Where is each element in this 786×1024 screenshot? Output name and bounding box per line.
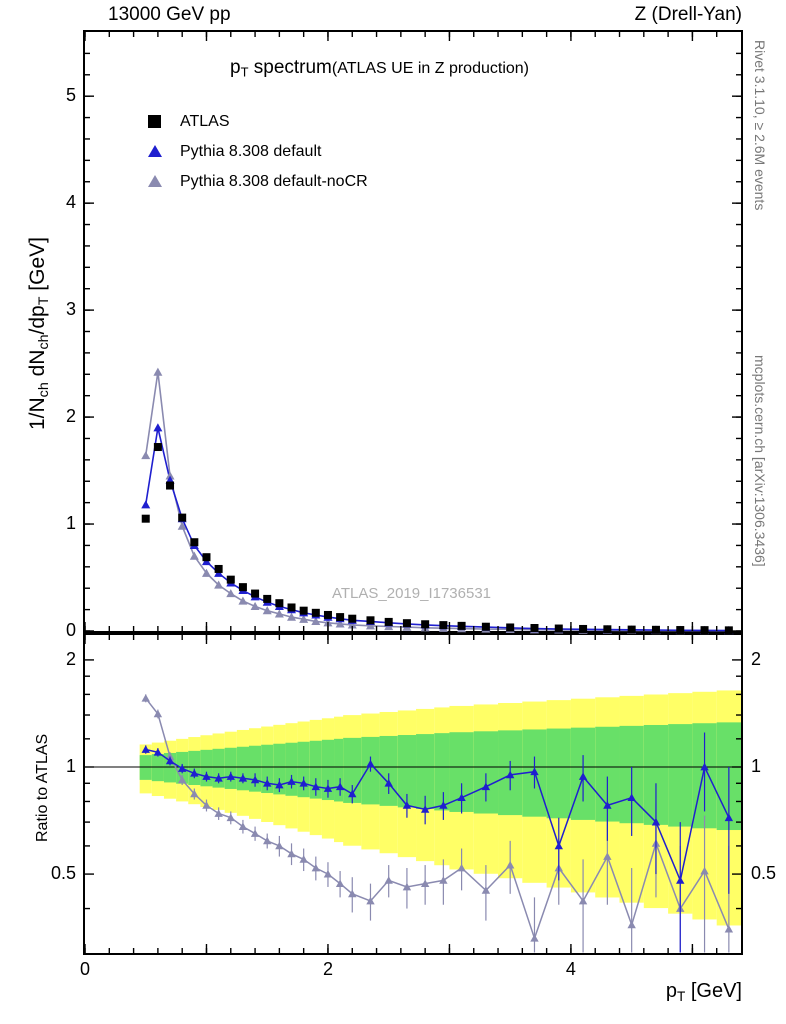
legend-label-0: ATLAS <box>180 113 230 130</box>
y-tick-label: 4 <box>65 192 76 213</box>
y-tick-label: 3 <box>65 299 76 320</box>
ratio-y-tick-label-left: 1 <box>65 755 76 776</box>
ratio-y-axis-title: Ratio to ATLAS <box>34 733 51 842</box>
x-axis-title: $p_T$ [GeV] <box>665 980 742 1004</box>
y-tick-label: 1 <box>65 513 76 534</box>
y-tick-label: 0 <box>65 620 76 640</box>
ratio-y-tick-label-left: 2 <box>65 648 76 669</box>
rivet-version-label: Rivet 3.1.10, ≥ 2.6M events <box>752 40 768 211</box>
y-tick-label: 5 <box>65 85 76 106</box>
legend-marker-0 <box>148 115 161 128</box>
legend-label-2: Pythia 8.308 default-noCR <box>180 173 368 190</box>
ratio-y-tick-label-right: 2 <box>751 648 762 669</box>
x-tick-label: 4 <box>565 959 576 979</box>
legend-marker-2 <box>148 175 162 187</box>
legend-label-1: Pythia 8.308 default <box>180 143 322 160</box>
header-beam-label: 13000 GeV pp <box>108 4 231 25</box>
header-process-label: Z (Drell-Yan) <box>634 4 742 25</box>
y-tick-label: 2 <box>65 406 76 427</box>
mcplots-credit-label: mcplots.cern.ch [arXiv:1306.3436] <box>752 355 768 567</box>
analysis-id-watermark: ATLAS_2019_I1736531 <box>332 585 492 602</box>
ratio-y-tick-label-right: 0.5 <box>751 863 777 884</box>
plot-subtitle: (ATLAS UE in Z production) <box>331 60 529 77</box>
plot-title: $p_T$ spectrum(ATLAS UE in Z production) <box>230 57 529 80</box>
y-axis-title: $1/N_{ch}$ $dN_{ch}/dp_T$ [GeV] <box>26 237 52 430</box>
legend-marker-1 <box>148 145 162 157</box>
x-tick-label: 2 <box>322 959 333 979</box>
ratio-y-tick-label-right: 1 <box>751 755 762 776</box>
x-tick-label: 0 <box>79 959 91 979</box>
ratio-y-tick-label-left: 0.5 <box>50 863 76 884</box>
ratio-plot-frame <box>83 633 743 955</box>
